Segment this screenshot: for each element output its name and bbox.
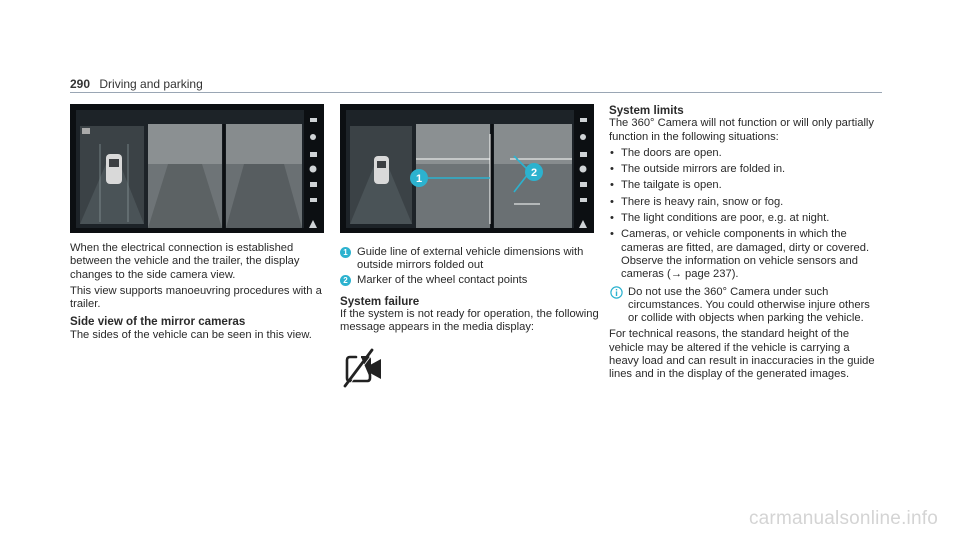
side-view-heading: Side view of the mirror cameras — [70, 315, 246, 329]
trailer-connection-paragraph: When the electrical connection is established between the vehicle and the trailer, the display changes to the side camera view. — [70, 242, 300, 281]
watermark: carmanualsonline.info — [748, 508, 938, 529]
list-item: • The doors are open. — [609, 147, 879, 160]
column-middle — [340, 246, 602, 392]
list-item: • Cameras, or vehicle components in which the cameras are fitted, are damaged, dirty or covered. Observe the information on vehicle sensors and cameras (→ page 237). — [609, 228, 879, 281]
list-item: • The tailgate is open. — [609, 179, 879, 192]
callout-1: 1 — [415, 173, 423, 185]
system-limits-heading: System limits — [609, 104, 684, 117]
system-failure-paragraph: If the system is not ready for operation, the following message appears in the media display: — [340, 308, 599, 334]
legend-item — [340, 246, 602, 273]
side-view-paragraph: The sides of the vehicle can be seen in this view. — [70, 328, 312, 341]
note-block — [609, 286, 879, 326]
legend-item — [340, 274, 602, 287]
side-camera-view-image — [70, 104, 324, 233]
no-camera-icon — [342, 348, 388, 388]
system-limits-intro: The 360° Camera will not function or will only partially function in the following situations: — [609, 117, 875, 143]
legend-number: 2 — [340, 275, 351, 286]
info-icon — [609, 286, 624, 299]
list-item: • The light conditions are poor, e.g. at night. — [609, 212, 879, 225]
legend-text: Guide line of external vehicle dimensions with outside mirrors folded out — [357, 246, 584, 272]
technical-reasons-paragraph: For technical reasons, the standard height of the vehicle may be altered if the vehicle is carrying a heavy load and can result in inaccuracies in the guide lines and in the display of the generated images. — [609, 328, 875, 381]
manoeuvring-paragraph: This view supports manoeuvring procedures with a trailer. — [70, 284, 322, 311]
system-failure-heading: System failure — [340, 294, 420, 308]
list-item: • There is heavy rain, snow or fog. — [609, 196, 879, 209]
section-title: Driving and parking — [99, 77, 203, 91]
legend-text: Marker of the wheel contact points — [357, 273, 528, 286]
legend-number: 1 — [340, 247, 351, 258]
header-divider — [70, 92, 882, 93]
column-left — [70, 242, 326, 345]
column-right — [609, 104, 879, 385]
callout-2: 2 — [530, 167, 538, 179]
page-header — [70, 77, 203, 91]
page-number: 290 — [70, 77, 91, 91]
limits-list — [609, 147, 879, 282]
guide-lines-view-image — [340, 104, 594, 233]
note-text: Do not use the 360° Camera under such circumstances. You could otherwise injure others or collide with objects when parking the vehicle. — [628, 285, 870, 325]
list-item: • The outside mirrors are folded in. — [609, 163, 879, 176]
